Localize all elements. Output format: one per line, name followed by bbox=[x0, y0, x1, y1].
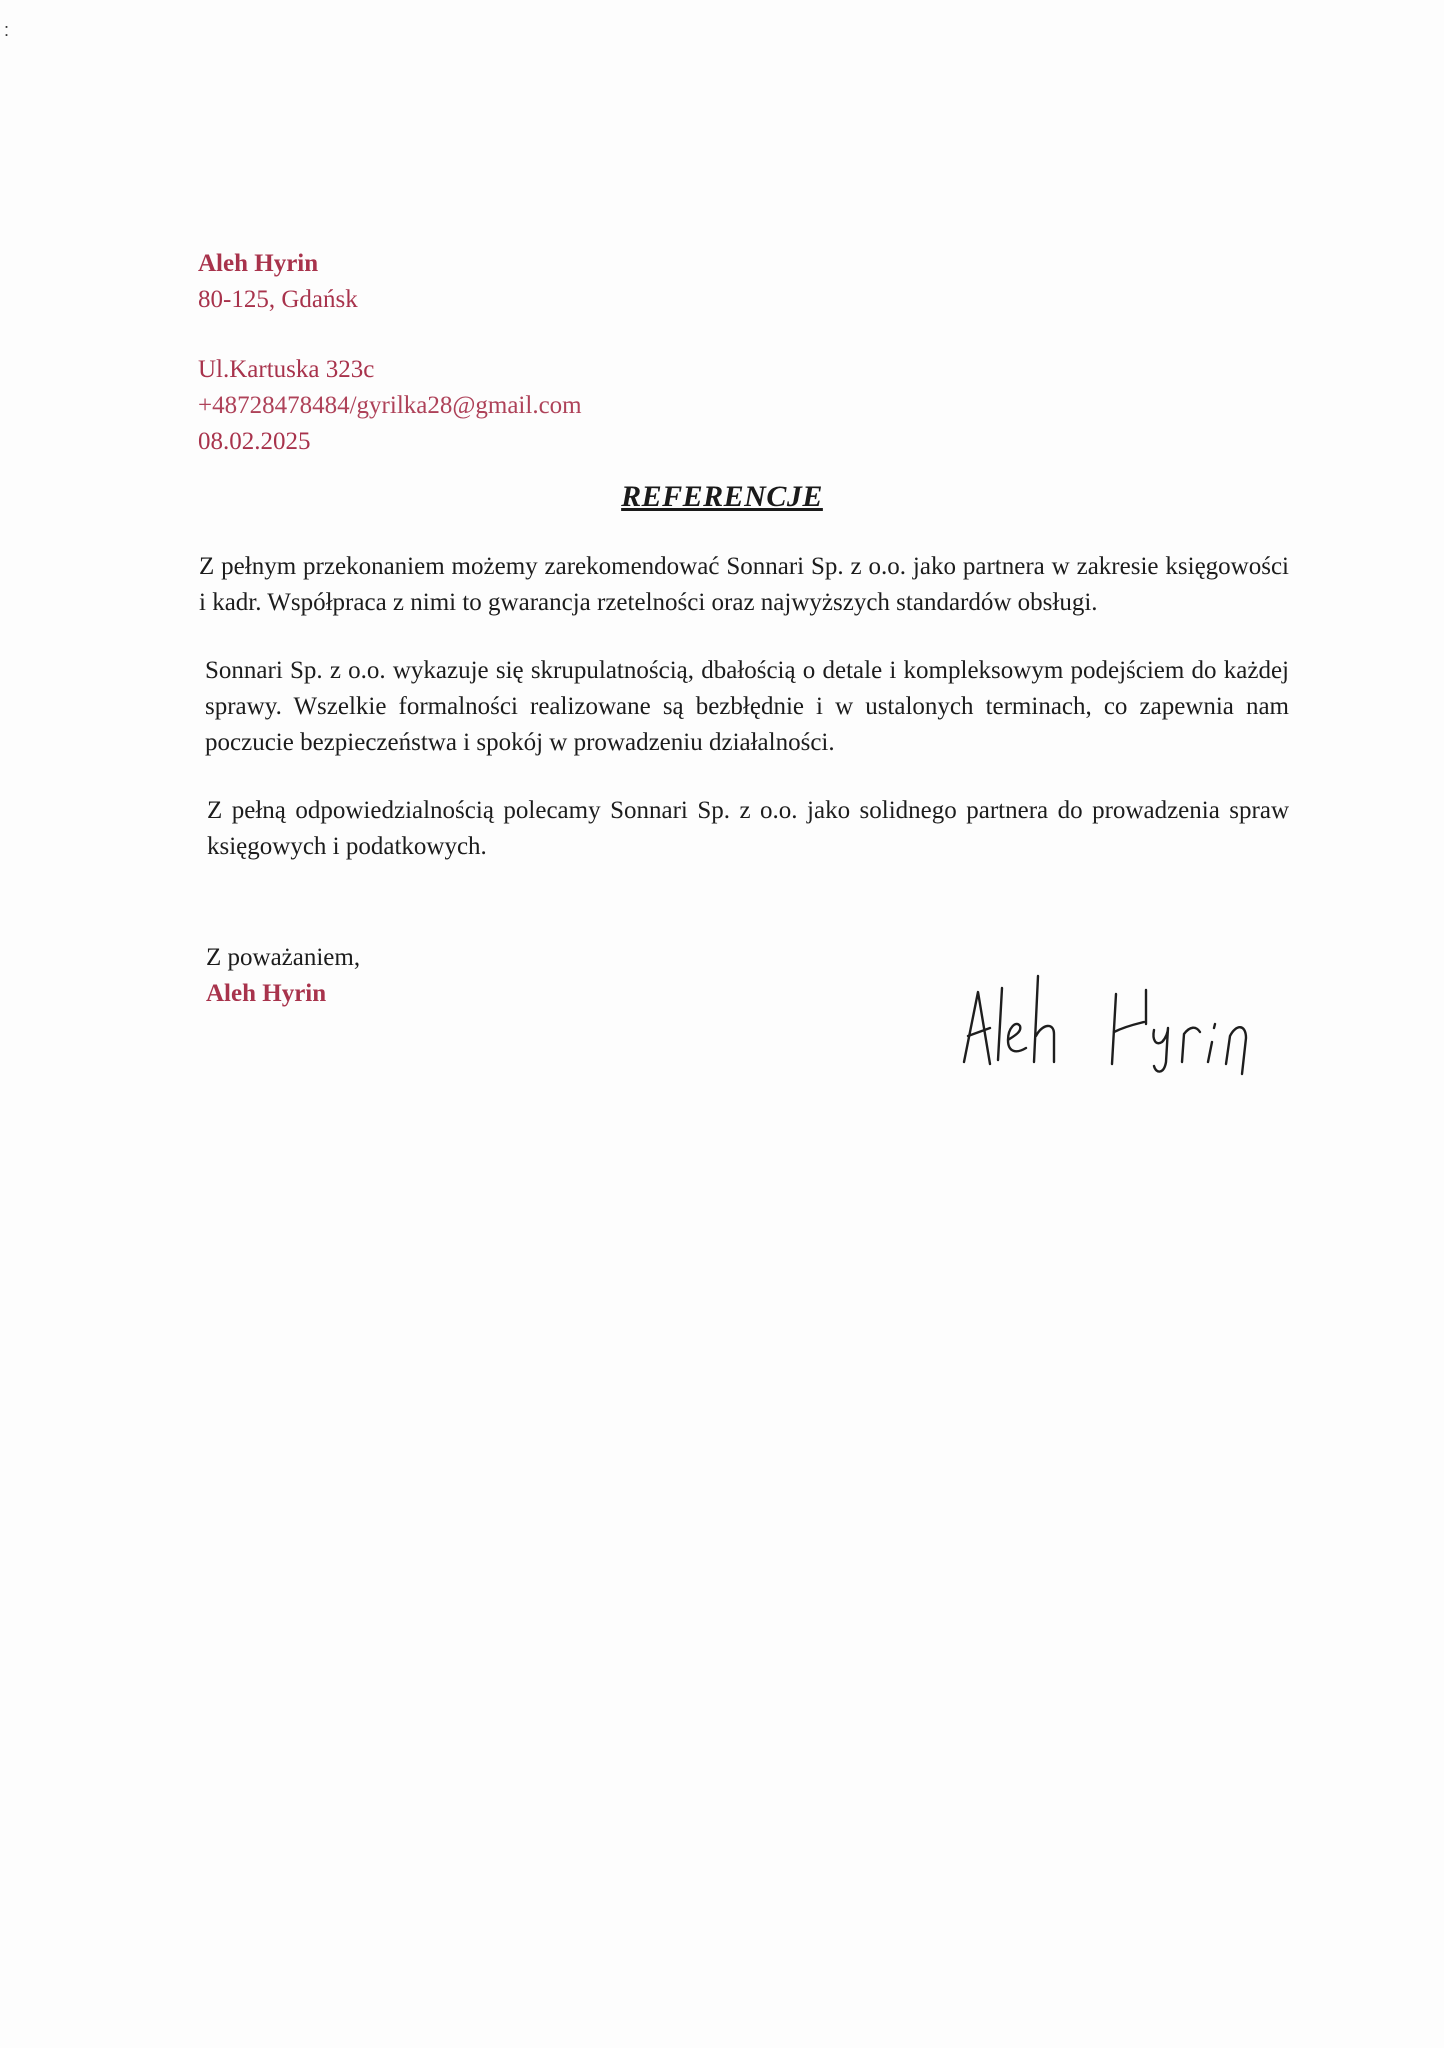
sender-block bbox=[198, 246, 582, 460]
paragraph-1: Z pełnym przekonaniem możemy zarekomendować Sonnari Sp. z o.o. jako partnera w zakresie księgowości i kadr. Współpraca z nimi to gwarancja rzetelności oraz najwyższych standardów obsługi. bbox=[199, 553, 1289, 616]
handwritten-signature bbox=[950, 970, 1310, 1080]
paragraph-2: Sonnari Sp. z o.o. wykazuje się skrupulatnością, dbałością o detale i kompleksowym podejściem do każdej sprawy. Wszelkie formalności realizowane są bezbłędnie i w ustalonych terminach, co zapewnia nam poczucie bezpieczeństwa i spokój w prowadzeniu działalności. bbox=[205, 657, 1289, 756]
sender-date: 08.02.2025 bbox=[198, 428, 311, 455]
closing-salutation: Z poważaniem, bbox=[206, 944, 361, 971]
letter-body bbox=[199, 549, 1289, 897]
scan-edge-mark: : bbox=[4, 20, 10, 40]
sender-name: Aleh Hyrin bbox=[198, 250, 319, 277]
paragraph-3: Z pełną odpowiedzialnością polecamy Sonnari Sp. z o.o. jako solidnego partnera do prowadzenia spraw księgowych i podatkowych. bbox=[207, 797, 1289, 860]
sender-contact: +48728478484/gyrilka28@gmail.com bbox=[198, 392, 582, 419]
sender-street: Ul.Kartuska 323c bbox=[198, 356, 375, 383]
sender-city: 80-125, Gdańsk bbox=[198, 286, 358, 313]
closing-block bbox=[206, 940, 360, 1012]
closing-name: Aleh Hyrin bbox=[206, 980, 327, 1007]
document-title: REFERENCJE bbox=[621, 480, 823, 513]
